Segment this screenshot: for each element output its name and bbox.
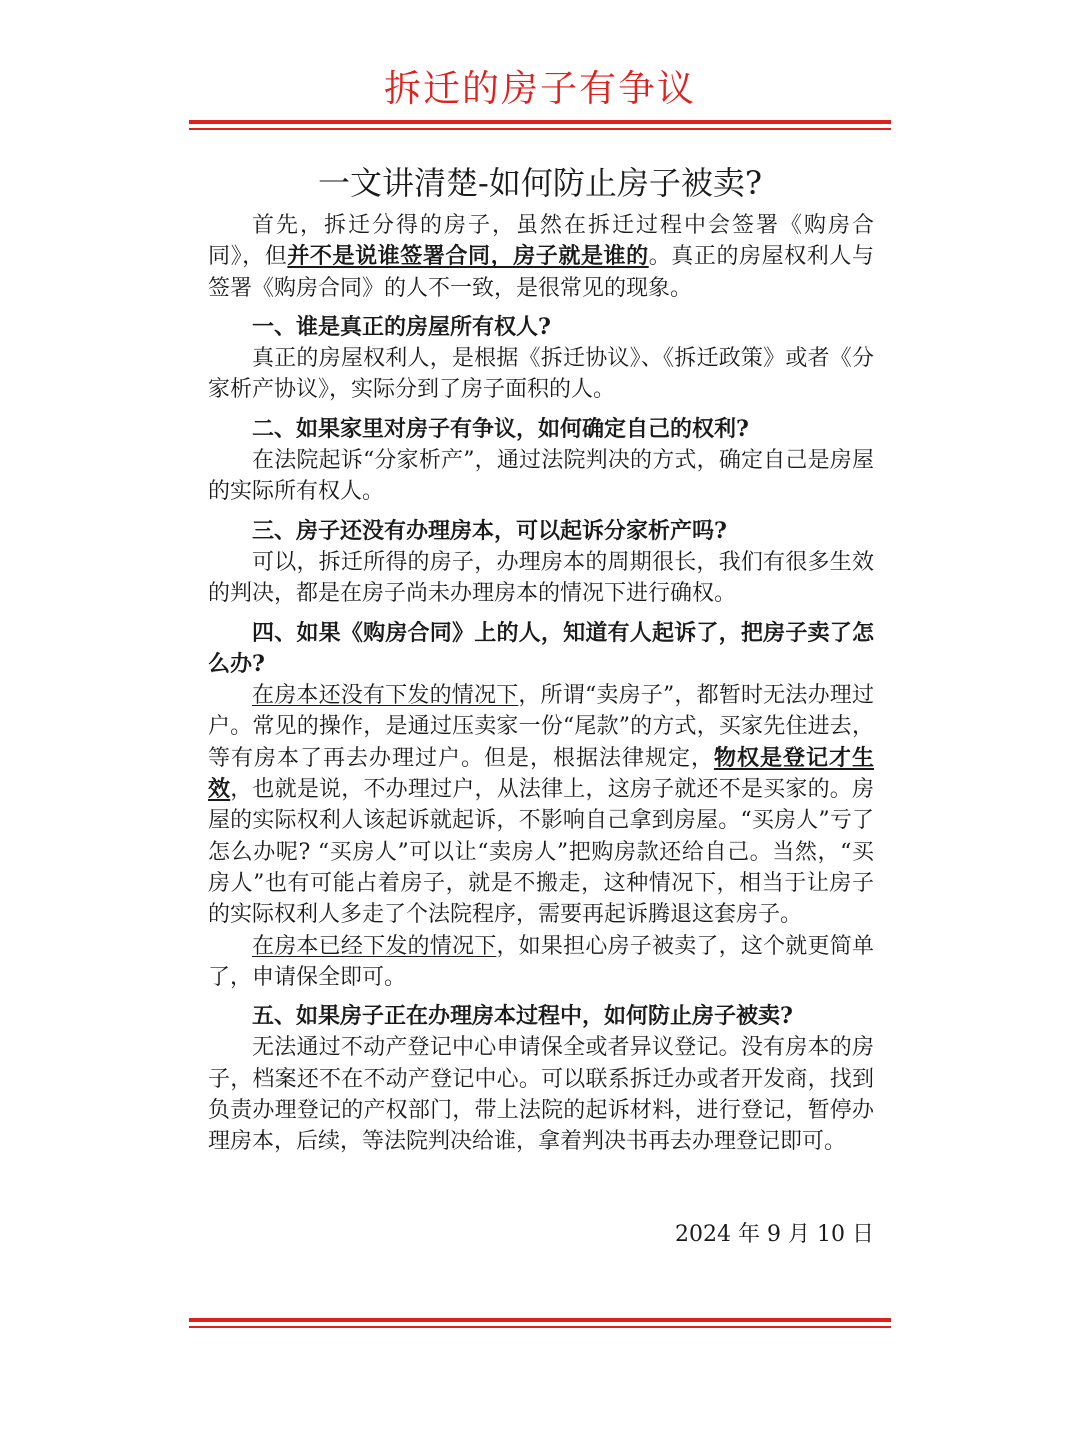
bottom-red-rule bbox=[189, 1318, 891, 1328]
top-rule-thick-line bbox=[189, 120, 891, 124]
q4-paragraph-1 bbox=[208, 680, 874, 930]
q4-p1-underlined: 在房本还没有下发的情况下 bbox=[252, 683, 519, 709]
masthead-title: 拆迁的房子有争议 bbox=[384, 67, 696, 110]
q1-heading: 一、谁是真正的房屋所有权人? bbox=[252, 313, 551, 340]
intro-text-c: 。真正的房屋权利人与签署《购房合同》的人不一致，是很常见的现象。 bbox=[208, 244, 874, 301]
q4-p2-text-b: ，如果担心房子被卖了，这个就更简单了，申请保全即可。 bbox=[208, 933, 874, 990]
q2-answer: 在法院起诉“分家析产”，通过法院判决的方式，确定自己是房屋的实际所有权人。 bbox=[208, 448, 874, 505]
intro-emphasis: 并不是说谁签署合同，房子就是谁的 bbox=[287, 243, 649, 270]
q4-p1-text-d: ，也就是说，不办理过户，从法律上，这房子就还不是买家的。房屋的实际权利人该起诉就起诉，不影响自己拿到房屋。“买房人”亏了怎么办呢? “买房人”可以让“卖房人”把购房款还给自己。当然，“买房人”也有可能占着房子，就是不搬走，这种情况下，相当于让房子的实际权利人多走了个法院程序，需要再起诉腾退这套房子。 bbox=[208, 777, 874, 928]
q3-answer: 可以，拆迁所得的房子，办理房本的周期很长，我们有很多生效的判决，都是在房子尚未办理房本的情况下进行确权。 bbox=[208, 549, 874, 607]
article-title: 一文讲清楚-如何防止房子被卖? bbox=[318, 164, 762, 202]
bottom-rule-thick-line bbox=[189, 1318, 891, 1322]
q4-paragraph-2 bbox=[208, 931, 874, 994]
q4-p1-emphasis: 物权是登记才生效 bbox=[208, 744, 874, 803]
top-red-rule bbox=[189, 120, 891, 130]
publish-date: 2024 年 9 月 10 日 bbox=[675, 1222, 874, 1247]
q4-heading: 四、如果《购房合同》上的人，知道有人起诉了，把房子卖了怎么办? bbox=[208, 619, 874, 677]
q2-heading: 二、如果家里对房子有争议，如何确定自己的权利? bbox=[252, 415, 749, 442]
q1-answer: 真正的房屋权利人，是根据《拆迁协议》、《拆迁政策》或者《分家析产协议》，实际分到了房子面积的人。 bbox=[208, 346, 874, 403]
q5-answer: 无法通过不动产登记中心申请保全或者异议登记。没有房本的房子，档案还不在不动产登记中心。可以联系拆迁办或者开发商，找到负责办理登记的产权部门，带上法院的起诉材料，进行登记，暂停办理房本，后续，等法院判决给谁，拿着判决书再去办理登记即可。 bbox=[208, 1035, 874, 1155]
q5-heading: 五、如果房子正在办理房本过程中，如何防止房子被卖? bbox=[252, 1003, 793, 1030]
q4-p1-text-b: ，所谓“卖房子”，都暂时无法办理过户。常见的操作，是通过压卖家一份“尾款”的方式，买家先住进去，等有房本了再去办理过户。但是，根据法律规定， bbox=[208, 683, 874, 771]
article-body bbox=[208, 210, 874, 1158]
intro-paragraph bbox=[208, 210, 874, 304]
bottom-rule-thin-line bbox=[189, 1326, 891, 1328]
intro-text-a: 首先，拆迁分得的房子，虽然在拆迁过程中会签署《购房合同》，但 bbox=[208, 213, 874, 270]
top-rule-thin-line bbox=[189, 128, 891, 130]
q4-p2-underlined: 在房本已经下发的情况下 bbox=[252, 933, 497, 959]
q3-heading: 三、房子还没有办理房本，可以起诉分家析产吗? bbox=[252, 517, 727, 544]
